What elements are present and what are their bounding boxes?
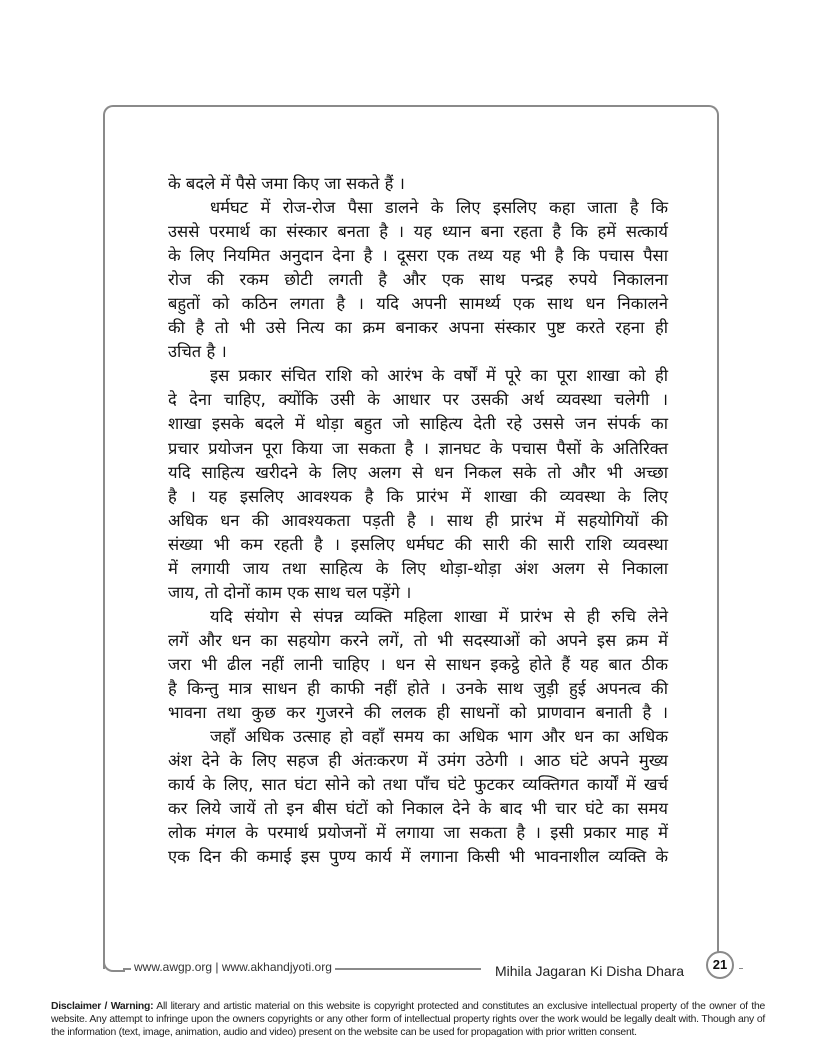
text-line: शाखा इसके बदले में थोड़ा बहुत जो साहित्य देती रहे उससे जन संपर्क का bbox=[168, 414, 668, 434]
text-line: है किन्तु मात्र साधन ही काफी नहीं होते । उनके साथ जुड़ी हुई अपनत्व की bbox=[168, 678, 668, 698]
text-line: जाय, तो दोनों काम एक साथ चल पड़ेंगे । bbox=[168, 582, 412, 602]
page-border-corner bbox=[103, 950, 125, 972]
disclaimer bbox=[51, 1000, 765, 1039]
text-line: भावना तथा कुछ कर गुजरने की ललक ही साधनों को प्राणवान बनाती है । bbox=[168, 703, 668, 723]
text-line: दे देना चाहिए, क्योंकि उसी के आधार पर उसकी अर्थ व्यवस्था चलेगी । bbox=[168, 390, 668, 410]
footer-websites: www.awgp.org | www.akhandjyoti.org bbox=[131, 960, 335, 974]
text-line: कार्य के लिए, सात घंटा सोने को तथा पाँच घंटे फुटकर व्यक्तिगत कार्यों में खर्च bbox=[168, 775, 668, 795]
text-line: यदि साहित्य खरीदने के लिए अलग से धन निकल सके तो और भी अच्छा bbox=[168, 462, 668, 482]
text-line: इस प्रकार संचित राशि को आरंभ के वर्षों में पूरे का पूरा शाखा को ही bbox=[210, 366, 668, 386]
text-line: के लिए नियमित अनुदान देना है । दूसरा एक तथ्य यह भी है कि पचास पैसा bbox=[168, 246, 668, 266]
text-line: के बदले में पैसे जमा किए जा सकते हैं । bbox=[168, 174, 405, 193]
text-line: लगें और धन का सहयोग करने लगें, तो भी सदस्याओं को अपने इस क्रम में bbox=[168, 630, 668, 650]
page-number: 21 bbox=[706, 951, 734, 979]
text-line: जहाँ अधिक उत्साह हो वहाँ समय का अधिक भाग और धन का अधिक bbox=[210, 727, 668, 747]
text-line: उचित है । bbox=[168, 342, 227, 362]
disclaimer-label: Disclaimer / Warning: bbox=[51, 1001, 154, 1012]
text-line: बहुतों को कठिन लगता है । यदि अपनी सामर्थ्य एक साथ धन निकालने bbox=[168, 294, 668, 314]
text-line: अंश देने के लिए सहज ही अंतःकरण में उमंग उठेगी । आठ घंटे अपने मुख्य bbox=[168, 751, 668, 771]
body-text bbox=[168, 172, 668, 869]
text-line: की है तो भी उसे नित्य का क्रम बनाकर अपना संस्कार पुष्ट करते रहना ही bbox=[168, 318, 668, 338]
text-line: धर्मघट में रोज-रोज पैसा डालने के लिए इसलिए कहा जाता है कि bbox=[210, 198, 668, 218]
disclaimer-text: All literary and artistic material on this website is copyright protected and constitutes an exclusive intellectual property of the owner of the website. Any attempt to infringe upon the owners copyrights or any other form of intellectual property rights over the work would be legally dealt with. Though any of the information (text, image, animation, audio and video) present on the website can be used for propagation with prior written consent. bbox=[51, 1001, 766, 1038]
footer-book-title: Mihila Jagaran Ki Disha Dhara bbox=[495, 963, 685, 979]
text-line: रोज की रकम छोटी लगती है और एक साथ पन्द्रह रुपये निकालना bbox=[168, 270, 668, 290]
footer-dash bbox=[739, 968, 743, 969]
text-line: लोक मंगल के परमार्थ प्रयोजनों में लगाया जा सकता है । इसी प्रकार माह में bbox=[168, 823, 668, 843]
text-line: प्रचार प्रयोजन पूरा किया जा सकता है । ज्ञानघट के पचास पैसों के अतिरिक्त bbox=[168, 438, 668, 458]
text-line: जरा भी ढील नहीं लानी चाहिए । धन से साधन इकट्ठे होते हैं यह बात ठीक bbox=[168, 654, 668, 674]
text-line: है । यह इसलिए आवश्यक है कि प्रारंभ में शाखा की व्यवस्था के लिए bbox=[168, 486, 668, 506]
text-line: उससे परमार्थ का संस्कार बनता है । यह ध्यान बना रहता है कि हमें सत्कार्य bbox=[168, 222, 668, 242]
text-line: एक दिन की कमाई इस पुण्य कार्य में लगाना किसी भी भावनाशील व्यक्ति के bbox=[168, 847, 668, 867]
text-line: अधिक धन की आवश्यकता पड़ती है । साथ ही प्रारंभ में सहयोगियों की bbox=[168, 510, 668, 530]
text-line: कर लिये जायें तो इन बीस घंटों को निकाल देने के बाद भी चार घंटे का समय bbox=[168, 799, 668, 819]
text-line: में लगायी जाय तथा साहित्य के लिए थोड़ा-थोड़ा अंश अलग से निकाला bbox=[168, 558, 668, 578]
text-line: संख्या भी कम रहती है । इसलिए धर्मघट की सारी की सारी राशि व्यवस्था bbox=[168, 534, 668, 554]
text-line: यदि संयोग से संपन्न व्यक्ति महिला शाखा में प्रारंभ से ही रुचि लेने bbox=[210, 606, 668, 626]
